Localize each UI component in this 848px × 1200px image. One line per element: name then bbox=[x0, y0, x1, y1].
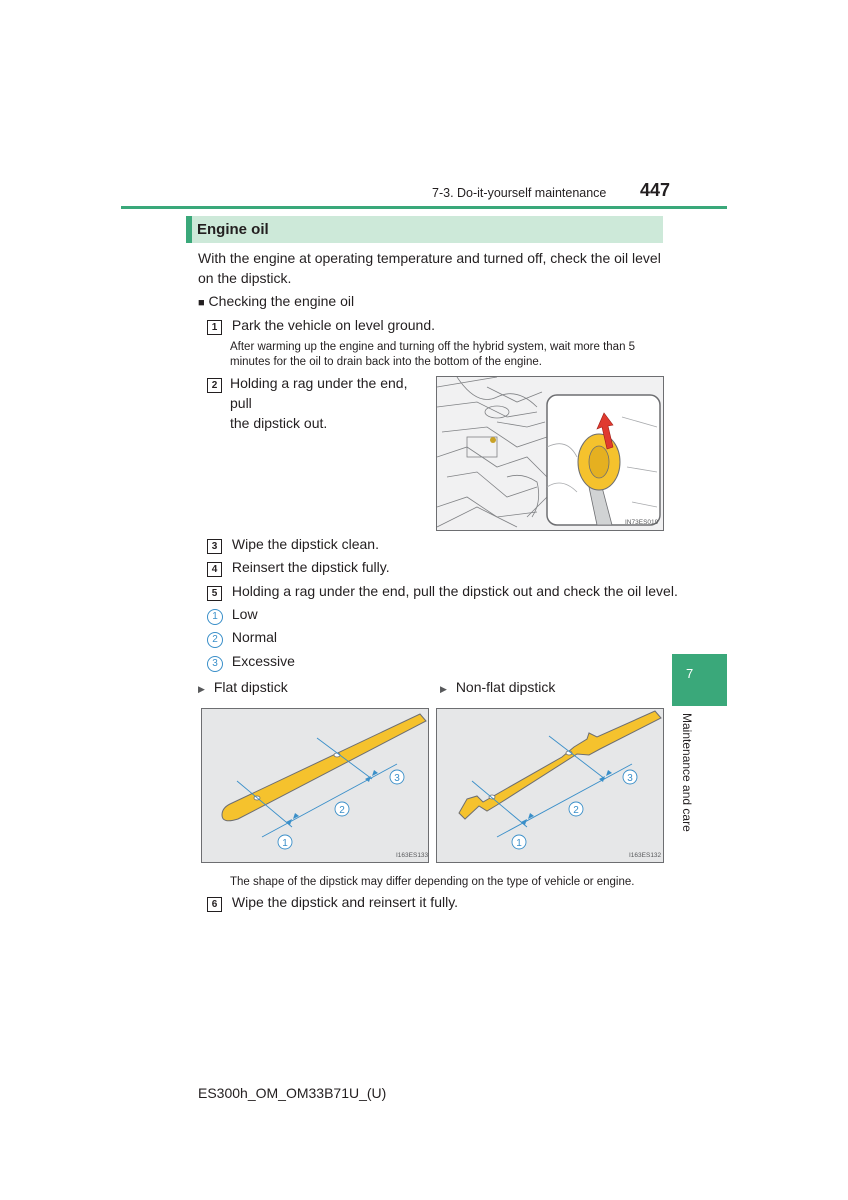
nonflat-dipstick-figure bbox=[436, 708, 664, 863]
svg-text:3: 3 bbox=[394, 773, 400, 784]
chapter-label bbox=[680, 713, 696, 843]
level-label: Normal bbox=[231, 629, 278, 645]
svg-text:2: 2 bbox=[573, 805, 579, 816]
callout-number: 2 bbox=[207, 632, 223, 648]
chapter-tab[interactable] bbox=[672, 654, 727, 706]
engine-bay-figure bbox=[436, 376, 664, 531]
square-bullet-icon: ■ bbox=[198, 297, 205, 309]
arrowhead bbox=[293, 813, 299, 819]
step-5 bbox=[207, 581, 678, 601]
step-number: 1 bbox=[207, 320, 222, 335]
level-low bbox=[207, 604, 258, 625]
intro-paragraph: With the engine at operating temperature and turned off, check the oil level on the dipstick. bbox=[198, 250, 661, 286]
arrowhead bbox=[286, 819, 292, 825]
flat-dipstick-illustration bbox=[202, 709, 428, 862]
header-rule bbox=[121, 206, 727, 209]
figure-code: IN73ES019 bbox=[625, 519, 659, 526]
level-label: Excessive bbox=[231, 653, 295, 669]
step-3 bbox=[207, 534, 379, 554]
step-number: 3 bbox=[207, 539, 222, 554]
callout-number: 1 bbox=[207, 609, 223, 625]
callout-1 bbox=[278, 835, 292, 849]
heading-text: Engine oil bbox=[197, 221, 269, 238]
callout-2 bbox=[335, 802, 349, 816]
callout-1 bbox=[512, 835, 526, 849]
step-number: 2 bbox=[207, 378, 222, 393]
figure-code: I163ES132 bbox=[629, 852, 662, 859]
step-text: Reinsert the dipstick fully. bbox=[231, 559, 390, 575]
triangle-bullet-icon: ▶ bbox=[198, 684, 205, 694]
triangle-bullet-icon: ▶ bbox=[440, 684, 447, 694]
subheading-text: Checking the engine oil bbox=[208, 293, 355, 309]
chapter-label-text: Maintenance and care bbox=[680, 713, 694, 832]
step-text: Holding a rag under the end, pull bbox=[230, 375, 408, 411]
callout-3 bbox=[623, 770, 637, 784]
step-6 bbox=[207, 892, 458, 912]
flat-dipstick-label bbox=[198, 677, 288, 699]
step-text: Wipe the dipstick and reinsert it fully. bbox=[231, 894, 459, 910]
step-2 bbox=[207, 373, 222, 393]
section-heading bbox=[186, 216, 663, 243]
subheading bbox=[198, 291, 354, 313]
callout-2 bbox=[569, 802, 583, 816]
callout-number: 3 bbox=[207, 656, 223, 672]
flat-dipstick-figure bbox=[201, 708, 429, 863]
step-1 bbox=[207, 315, 435, 335]
shape-note: The shape of the dipstick may differ depending on the type of vehicle or engine. bbox=[230, 876, 635, 888]
svg-text:1: 1 bbox=[282, 838, 288, 849]
svg-text:2: 2 bbox=[339, 805, 345, 816]
heading-accent bbox=[186, 216, 192, 243]
level-label: Low bbox=[231, 606, 258, 622]
step-number: 4 bbox=[207, 562, 222, 577]
step-text: Holding a rag under the end, pull the dipstick out and check the oil level. bbox=[231, 583, 678, 599]
chapter-number: 7 bbox=[686, 666, 694, 681]
arrowhead bbox=[528, 813, 534, 819]
engine-bay-illustration bbox=[437, 377, 663, 530]
figure-code: I163ES133 bbox=[396, 852, 429, 859]
note-line: minutes for the oil to drain back into the bottom of the engine. bbox=[230, 356, 542, 368]
step-number: 5 bbox=[207, 586, 222, 601]
level-normal bbox=[207, 627, 277, 648]
page-number: 447 bbox=[640, 180, 671, 200]
step-text: Park the vehicle on level ground. bbox=[231, 317, 436, 333]
step-text: Wipe the dipstick clean. bbox=[231, 536, 379, 552]
footer-code: ES300h_OM_OM33B71U_(U) bbox=[198, 1085, 387, 1101]
step-1-note bbox=[230, 340, 670, 370]
level-excessive bbox=[207, 651, 295, 672]
label-text: Flat dipstick bbox=[213, 679, 288, 695]
section-title: 7-3. Do-it-yourself maintenance bbox=[432, 186, 607, 200]
callout-3 bbox=[390, 770, 404, 784]
step-text: the dipstick out. bbox=[230, 415, 328, 431]
nonflat-dipstick-label bbox=[440, 677, 555, 699]
step-number: 6 bbox=[207, 897, 222, 912]
step-2-text bbox=[230, 373, 430, 433]
svg-text:3: 3 bbox=[627, 773, 633, 784]
label-text: Non-flat dipstick bbox=[455, 679, 556, 695]
step-4 bbox=[207, 557, 390, 577]
nonflat-dipstick-illustration bbox=[437, 709, 663, 862]
arrowhead bbox=[521, 819, 527, 825]
note-line: After warming up the engine and turning off the hybrid system, wait more than 5 bbox=[230, 341, 636, 353]
svg-text:1: 1 bbox=[516, 838, 522, 849]
